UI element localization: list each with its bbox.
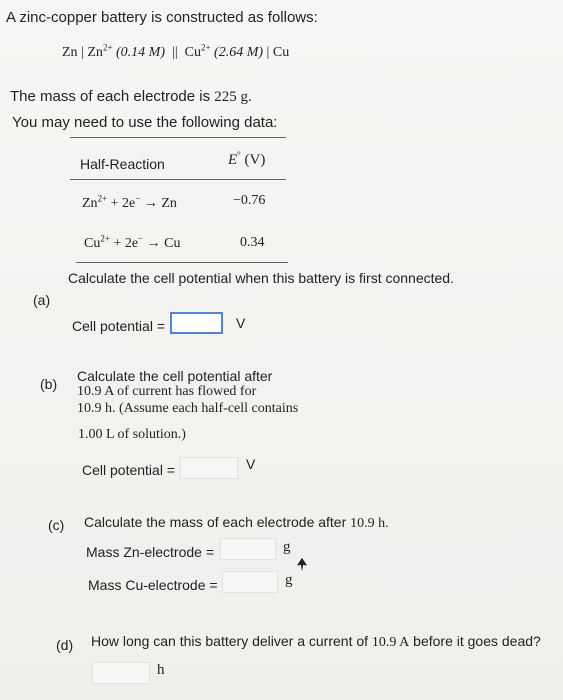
part-c-cu-unit: g — [285, 572, 293, 588]
phase-separator: | — [266, 45, 270, 60]
part-b-question-line3: 10.9 h. (Assume each half-cell contains — [77, 401, 299, 416]
part-d-question: How long can this battery deliver a current of 10.9 A before it goes dead? — [91, 633, 541, 650]
part-c-zn-label: Mass Zn-electrode = — [86, 544, 214, 560]
salt-bridge: || — [172, 45, 178, 60]
part-c-label: (c) — [48, 517, 65, 533]
part-d-time-input[interactable] — [92, 662, 150, 684]
table-row: $Zn^{2+} + 2e^- \to Zn$ — [82, 193, 177, 211]
part-c-question: Calculate the mass of each electrode after 10.9 h. — [84, 514, 389, 531]
mouse-pointer-icon — [295, 557, 309, 575]
part-a-label: (a) — [33, 292, 51, 308]
part-c-cu-mass-input[interactable] — [222, 571, 278, 593]
part-b-cell-potential-input[interactable] — [180, 457, 238, 479]
table-top-rule — [70, 137, 286, 138]
part-b-field-label: Cell potential = — [82, 462, 176, 478]
part-a-question: Calculate the cell potential when this battery is first connected. — [68, 270, 454, 286]
part-b-question-line4: 1.00 L of solution.) — [78, 427, 186, 442]
mass-statement: The mass of each electrode is 225 g. — [10, 88, 252, 105]
part-d-unit: h — [157, 662, 165, 678]
phase-separator: | — [81, 45, 84, 60]
table-cell-potential: −0.76 — [233, 193, 266, 208]
zn-anode: Zn — [62, 45, 78, 60]
part-d-label: (d) — [56, 637, 74, 653]
table-cell-potential: 0.34 — [240, 235, 265, 250]
cu-concentration: (2.64 M) — [214, 45, 264, 60]
table-header-reaction: Half-Reaction — [80, 156, 165, 172]
zn-concentration: (0.14 M) — [116, 45, 166, 60]
zn-ion: Zn — [87, 45, 103, 60]
table-bottom-rule — [76, 262, 288, 263]
part-b-label: (b) — [40, 376, 58, 392]
part-c-zn-mass-input[interactable] — [220, 538, 276, 560]
part-a-unit: V — [236, 315, 246, 331]
cu-ion: Cu — [184, 45, 201, 60]
part-b-unit: V — [246, 456, 256, 472]
part-c-zn-unit: g — [283, 539, 291, 555]
table-header-potential: E° (V) — [228, 150, 266, 168]
cell-notation: Zn | $Zn^{2+}$ (0.14 M) || $Cu^{2+}$ (2.64 M) | Cu — [62, 42, 290, 60]
table-header-rule — [70, 179, 286, 180]
part-b-question-line2: 10.9 A of current has flowed for — [77, 384, 257, 399]
data-note: You may need to use the following data: — [12, 114, 278, 131]
part-a-field-label: Cell potential = — [72, 318, 166, 334]
table-row: $Cu^{2+} + 2e^- \to Cu$ — [84, 233, 181, 251]
part-b-question-line1: Calculate the cell potential after — [77, 368, 273, 384]
mass-value: 225 g. — [214, 89, 252, 105]
cu-cathode: Cu — [272, 45, 290, 60]
intro-text: A zinc-copper battery is constructed as follows: — [6, 9, 318, 26]
part-a-cell-potential-input[interactable] — [170, 312, 223, 334]
part-c-cu-label: Mass Cu-electrode = — [88, 577, 218, 593]
